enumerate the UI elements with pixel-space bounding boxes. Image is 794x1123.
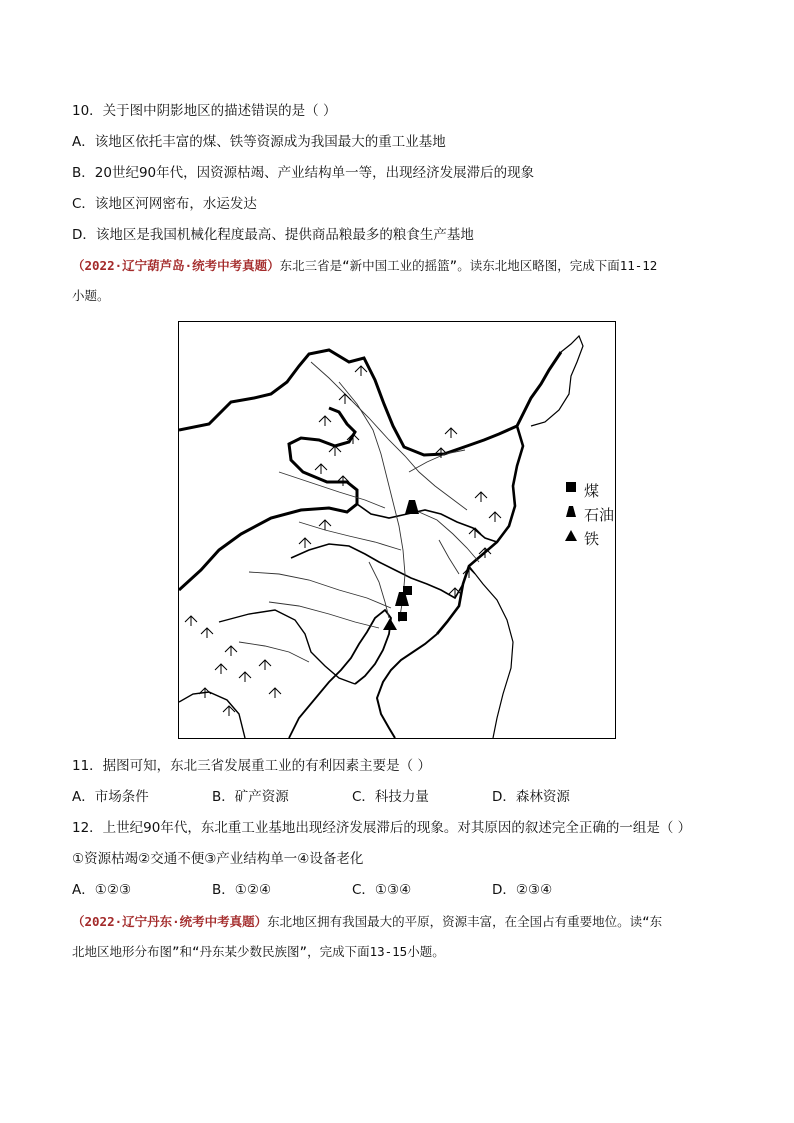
coastline-east xyxy=(377,634,437,738)
q11-option-c: C．科技力量 xyxy=(352,789,429,805)
q10-option-c: C．该地区河网密布，水运发达 xyxy=(72,196,257,212)
iron-marker xyxy=(383,618,397,630)
national-boundary-west xyxy=(179,408,357,590)
passage2-source: （2022·辽宁丹东·统考中考真题） xyxy=(72,914,268,929)
passage1-source: （2022·辽宁葫芦岛·统考中考真题） xyxy=(72,258,280,273)
q11-stem: 11．据图可知，东北三省发展重工业的有利因素主要是（ ） xyxy=(72,758,431,774)
passage1-line2: 小题。 xyxy=(72,288,110,303)
province-boundary-3 xyxy=(219,610,355,684)
q12-stem: 12．上世纪90年代，东北重工业基地出现经济发展滞后的现象。对其原因的叙述完全正确的一组是（ ） xyxy=(72,820,692,836)
q10-stem: 10．关于图中阴影地区的描述错误的是（ ） xyxy=(72,103,337,119)
q12-conditions: ①资源枯竭②交通不便③产业结构单一④设备老化 xyxy=(72,851,364,867)
q12-option-d: D．②③④ xyxy=(492,882,553,898)
passage2-text: 东北地区拥有我国最大的平原，资源丰富，在全国占有重要地位。读“东 xyxy=(267,914,663,929)
oil-marker-daqing xyxy=(405,500,419,514)
q11-options xyxy=(72,787,722,807)
passage1-text: 东北三省是“新中国工业的摇篮”。读东北地区略图，完成下面11-12 xyxy=(279,258,658,273)
map-drawing xyxy=(179,322,615,738)
q12-option-c: C．①③④ xyxy=(352,882,412,898)
national-boundary-east xyxy=(437,426,523,634)
passage2-line2: 北地区地形分布图”和“丹东某少数民族图”，完成下面13-15小题。 xyxy=(72,944,445,959)
q11-option-b: B．矿产资源 xyxy=(212,789,289,805)
q10-option-a: A．该地区依托丰富的煤、铁等资源成为我国最大的重工业基地 xyxy=(72,134,446,150)
rivers xyxy=(239,362,479,662)
legend-coal xyxy=(564,480,599,501)
iron-triangle-icon xyxy=(564,532,578,546)
q11-option-d: D．森林资源 xyxy=(492,789,570,805)
oil-derrick-icon xyxy=(564,508,578,522)
q12-option-b: B．①②④ xyxy=(212,882,272,898)
q12-option-a: A．①②③ xyxy=(72,882,132,898)
coal-marker-2 xyxy=(398,612,407,621)
province-boundary-2 xyxy=(291,544,463,598)
legend-iron-label: 铁 xyxy=(584,530,600,548)
national-boundary-north xyxy=(179,350,561,455)
coal-square-icon xyxy=(564,484,578,498)
northeast-china-map xyxy=(178,321,616,739)
peninsula-outline xyxy=(469,566,513,738)
passage2-line1 xyxy=(72,912,662,932)
q11-option-a: A．市场条件 xyxy=(72,789,149,805)
river-far-east xyxy=(531,336,583,426)
province-boundary-1 xyxy=(357,504,497,542)
legend-oil-label: 石油 xyxy=(584,506,615,524)
passage1-line1 xyxy=(72,256,657,276)
legend-coal-label: 煤 xyxy=(584,482,600,500)
legend-iron xyxy=(564,528,599,549)
coastline-south-west xyxy=(179,692,245,738)
legend-oil xyxy=(564,504,614,525)
coastline-bay xyxy=(289,610,391,738)
q12-options xyxy=(72,880,722,900)
q10-option-d: D．该地区是我国机械化程度最高、提供商品粮最多的粮食生产基地 xyxy=(72,227,474,243)
q10-option-b: B．20世纪90年代，因资源枯竭、产业结构单一等，出现经济发展滞后的现象 xyxy=(72,165,535,181)
